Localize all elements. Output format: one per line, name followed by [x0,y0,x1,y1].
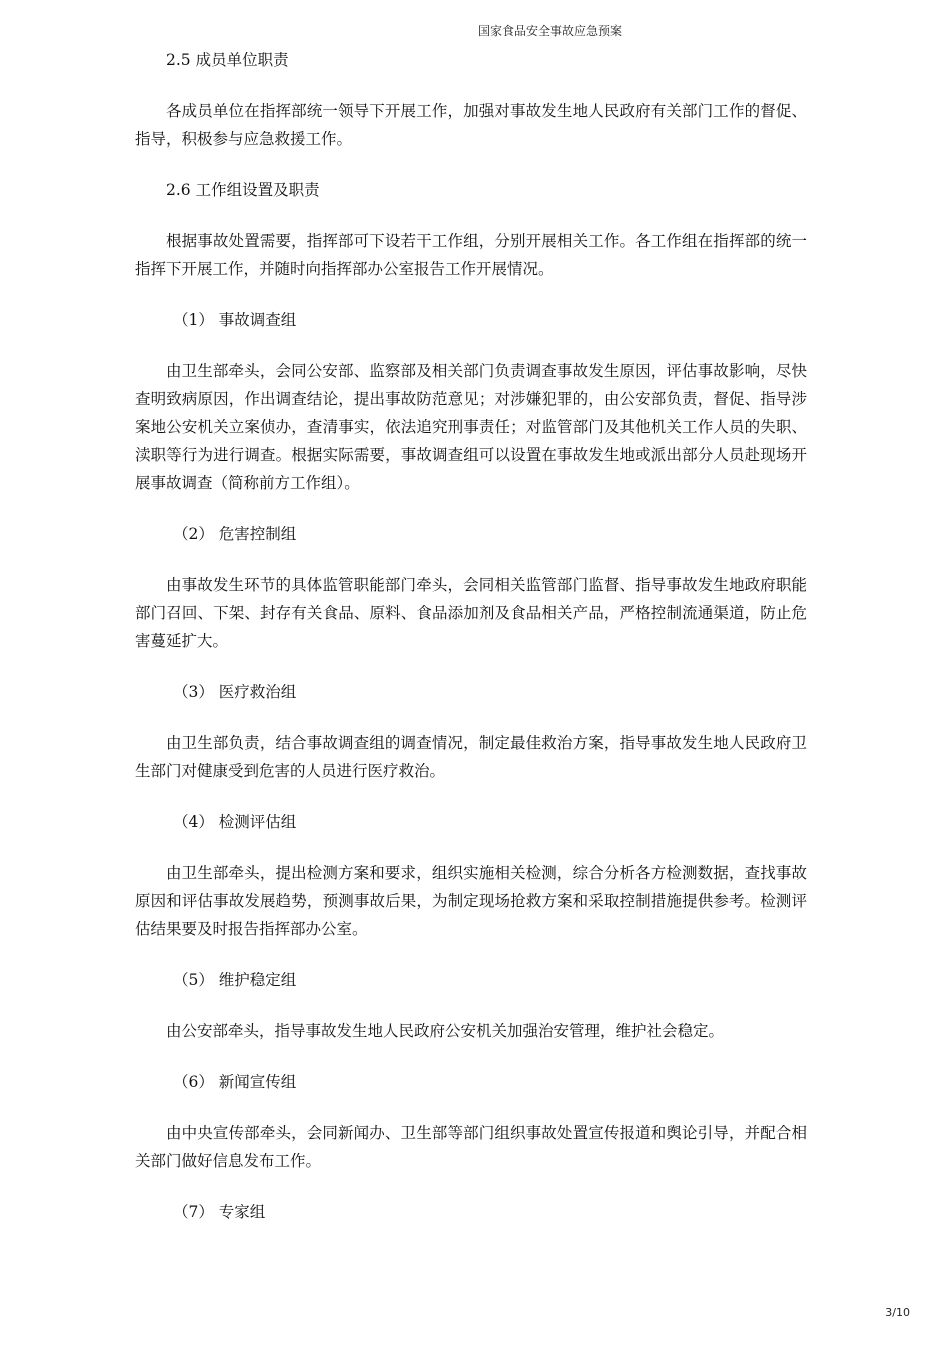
subsection-heading-medical-treatment: （3） 医疗救治组 [173,683,297,701]
section-heading-2-6: 2.6 工作组设置及职责 [166,181,320,199]
subsection-heading-expert-group: （7） 专家组 [173,1203,266,1221]
document-body [135,46,807,1249]
paragraph: 由公安部牵头，指导事故发生地人民政府公安机关加强治安管理，维护社会稳定。 [166,1022,725,1040]
paragraph: 由卫生部负责，结合事故调查组的调查情况，制定最佳救治方案，指导事故发生地人民政府卫生部门对健康受到危害的人员进行医疗救治。 [135,734,807,780]
paragraph: 各成员单位在指挥部统一领导下开展工作，加强对事故发生地人民政府有关部门工作的督促、指导，积极参与应急救援工作。 [135,102,807,148]
subsection-heading-accident-investigation: （1） 事故调查组 [173,311,297,329]
section-heading-2-5: 2.5 成员单位职责 [166,51,289,69]
page-header: 国家食品安全事故应急预案 [477,24,622,38]
subsection-heading-news-publicity: （6） 新闻宣传组 [173,1073,297,1091]
paragraph: 由事故发生环节的具体监管职能部门牵头，会同相关监管部门监督、指导事故发生地政府职能部门召回、下架、封存有关食品、原料、食品添加剂及食品相关产品，严格控制流通渠道，防止危害蔓延扩大。 [135,576,807,650]
subsection-heading-hazard-control: （2） 危害控制组 [173,525,297,543]
paragraph: 由中央宣传部牵头，会同新闻办、卫生部等部门组织事故处置宣传报道和舆论引导，并配合相关部门做好信息发布工作。 [135,1124,807,1170]
subsection-heading-testing-evaluation: （4） 检测评估组 [173,813,297,831]
page-number: 3/10 [885,1306,910,1319]
subsection-heading-stability: （5） 维护稳定组 [173,971,297,989]
paragraph: 由卫生部牵头，提出检测方案和要求，组织实施相关检测，综合分析各方检测数据，查找事故原因和评估事故发展趋势，预测事故后果，为制定现场抢救方案和采取控制措施提供参考。检测评估结果要及时报告指挥部办公室。 [135,864,807,938]
paragraph: 根据事故处置需要，指挥部可下设若干工作组，分别开展相关工作。各工作组在指挥部的统一指挥下开展工作，并随时向指挥部办公室报告工作开展情况。 [135,232,807,278]
paragraph: 由卫生部牵头，会同公安部、监察部及相关部门负责调查事故发生原因，评估事故影响，尽快查明致病原因，作出调查结论，提出事故防范意见；对涉嫌犯罪的，由公安部负责，督促、指导涉案地公安机关立案侦办，查清事实，依法追究刑事责任；对监管部门及其他机关工作人员的失职、渎职等行为进行调查。根据实际需要，事故调查组可以设置在事故发生地或派出部分人员赴现场开展事故调查（简称前方工作组）。 [135,362,807,492]
